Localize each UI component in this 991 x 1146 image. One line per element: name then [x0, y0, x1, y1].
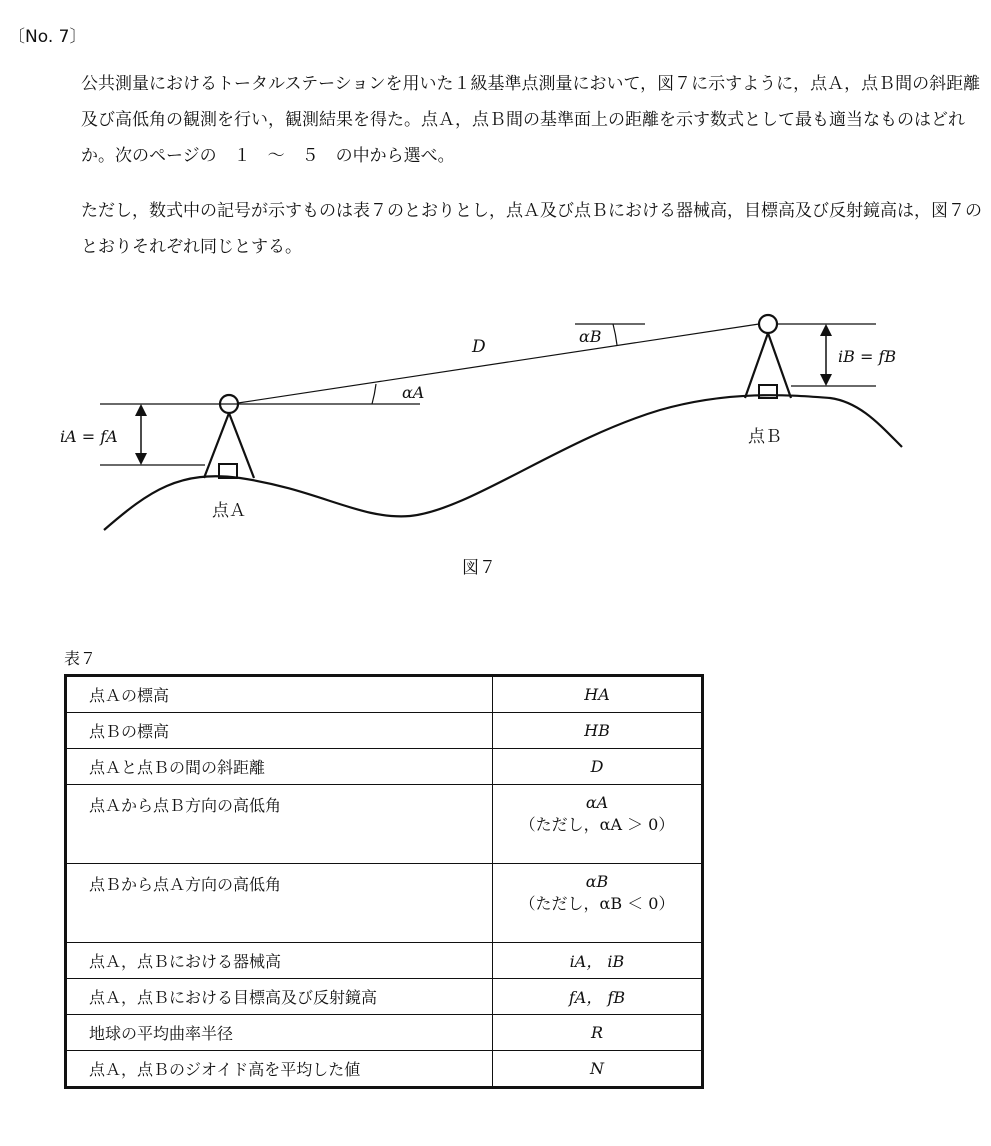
instrument-head-b	[759, 315, 777, 333]
label-ia-fa: iA = fA	[60, 427, 118, 446]
table-item: 点Ａと点Ｂの間の斜距離	[66, 749, 493, 785]
table-row	[66, 785, 703, 864]
arrow-down-a	[135, 453, 147, 465]
arrow-up-b	[820, 324, 832, 336]
table-symbol-cell	[493, 864, 703, 943]
table-item: 点Ｂの標高	[66, 713, 493, 749]
table-item: 点Ａから点Ｂ方向の高低角	[66, 785, 493, 864]
table-item: 点Ａ，点Ｂにおける器械高	[66, 943, 493, 979]
question-paragraph-1: 公共測量におけるトータルステーションを用いた１級基準点測量において，図７に示すように，点Ａ，点Ｂ間の斜距離及び高低角の観測を行い，観測結果を得た。点Ａ，点Ｂ間の基準面上の距離を示す数式として最も適当なものはどれか。次のページの １ ～ ５ の中から選べ。	[81, 74, 981, 166]
table-symbol: HA	[493, 676, 703, 713]
figure-7-diagram	[0, 300, 991, 545]
table-row	[66, 676, 703, 713]
label-alpha-a: αA	[402, 383, 425, 402]
question-number: 〔No. 7〕	[8, 27, 87, 47]
table-symbol-note: （ただし，αA ＞ 0）	[519, 815, 675, 834]
question-paragraph-2: ただし，数式中の記号が示すものは表７のとおりとし，点Ａ及び点Ｂにおける器械高，目標高及び反射鏡高は，図７のとおりそれぞれ同じとする。	[81, 201, 982, 257]
symbol-table	[64, 674, 704, 1089]
label-point-b: 点Ｂ	[748, 427, 782, 447]
label-ib-fb: iB = fB	[838, 347, 897, 366]
table-row	[66, 943, 703, 979]
angle-arc-b	[613, 324, 617, 345]
table-row	[66, 979, 703, 1015]
table-row	[66, 864, 703, 943]
table-symbol-note: （ただし，αB ＜ 0）	[519, 894, 675, 913]
table-item: 点Ａ，点Ｂにおける目標高及び反射鏡高	[66, 979, 493, 1015]
table-row	[66, 713, 703, 749]
arrow-up-a	[135, 404, 147, 416]
table-item: 地球の平均曲率半径	[66, 1015, 493, 1051]
table-item: 点Ｂから点Ａ方向の高低角	[66, 864, 493, 943]
table-symbol-cell	[493, 785, 703, 864]
arrow-down-b	[820, 374, 832, 386]
tripod-a	[204, 413, 254, 478]
sight-line-d	[238, 324, 759, 403]
table-item: 点Ａの標高	[66, 676, 493, 713]
label-d: D	[472, 337, 486, 357]
table-symbol: HB	[493, 713, 703, 749]
table-caption: 表７	[64, 649, 97, 668]
table-symbol: fA， fB	[493, 979, 703, 1015]
table-row	[66, 749, 703, 785]
table-symbol: N	[493, 1051, 703, 1088]
table-symbol: αA	[585, 793, 609, 812]
tripod-b	[745, 333, 791, 398]
label-alpha-b: αB	[579, 327, 602, 346]
table-symbol: iA， iB	[493, 943, 703, 979]
figure-caption: 図７	[462, 558, 496, 578]
table-row	[66, 1051, 703, 1088]
table-symbol: D	[493, 749, 703, 785]
label-point-a: 点Ａ	[212, 501, 246, 521]
table-symbol: αB	[585, 872, 609, 891]
table-row	[66, 1015, 703, 1051]
angle-arc-a	[372, 384, 376, 404]
table-symbol: R	[493, 1015, 703, 1051]
table-item: 点Ａ，点Ｂのジオイド高を平均した値	[66, 1051, 493, 1088]
